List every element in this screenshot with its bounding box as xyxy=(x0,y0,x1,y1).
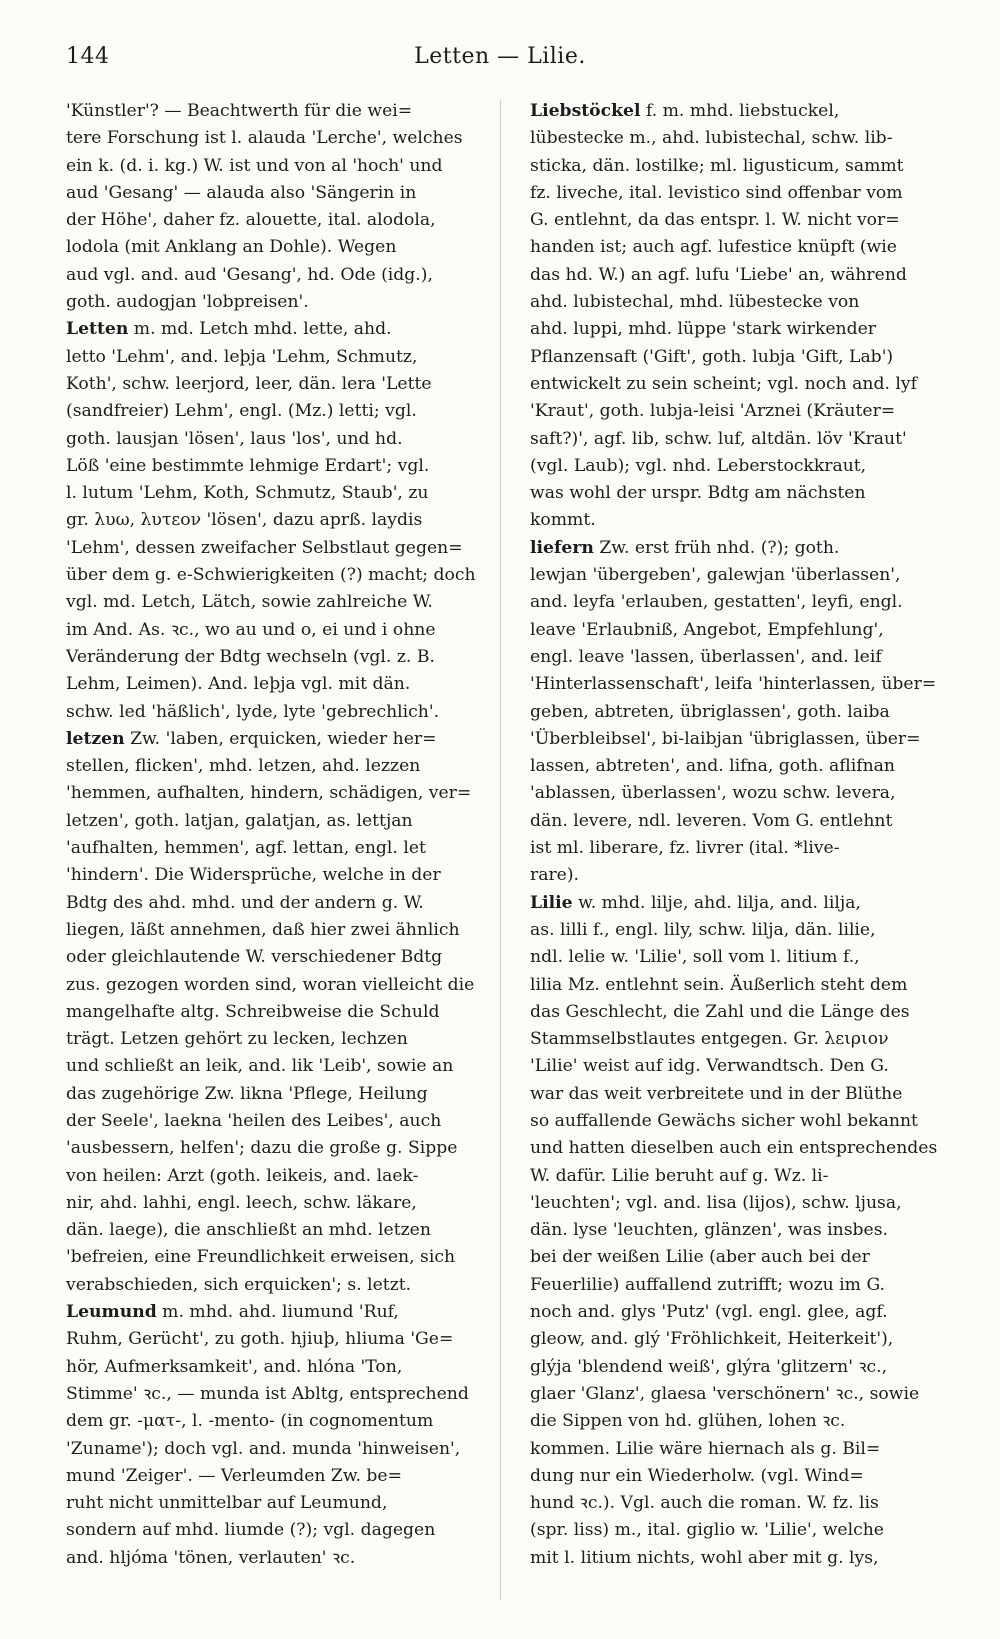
text-line xyxy=(66,671,482,698)
line-text: 'befreien, eine Freundlichkeit erweisen, sich xyxy=(66,1247,456,1268)
text-line xyxy=(530,1135,946,1162)
line-text: (spr. liss) m., ital. giglio w. 'Lilie', welche xyxy=(530,1520,884,1541)
line-text: lassen, abtreten', and. lifna, goth. aflifnan xyxy=(530,756,895,777)
text-line xyxy=(66,1053,482,1080)
text-line xyxy=(530,125,946,152)
text-line xyxy=(66,507,482,534)
text-line xyxy=(66,890,482,917)
text-line xyxy=(530,1517,946,1544)
text-line xyxy=(66,1244,482,1271)
text-line xyxy=(66,944,482,971)
line-text: kommt. xyxy=(530,510,596,531)
text-line xyxy=(66,780,482,807)
text-line xyxy=(66,999,482,1026)
line-text: letzen', goth. latjan, galatjan, as. lettjan xyxy=(66,810,413,831)
text-line xyxy=(66,316,482,343)
text-line xyxy=(66,344,482,371)
line-text: and. hljóma 'tönen, verlauten' ꝛc. xyxy=(66,1547,356,1568)
line-text: aud 'Gesang' — alauda also 'Sängerin in xyxy=(66,182,417,203)
line-text: Koth', schw. leerjord, leer, dän. lera 'Lette xyxy=(66,373,432,394)
text-line xyxy=(530,862,946,889)
text-line xyxy=(530,1081,946,1108)
text-line xyxy=(530,1408,946,1435)
text-line xyxy=(66,1190,482,1217)
line-text: lilia Mz. entlehnt sein. Äußerlich steht dem xyxy=(530,974,908,995)
line-text: goth. audogjan 'lobpreisen'. xyxy=(66,292,309,313)
line-text: über dem g. e-Schwierigkeiten (?) macht; doch xyxy=(66,565,476,586)
entry-headword: Leumund xyxy=(66,1302,157,1323)
text-line xyxy=(66,371,482,398)
text-line xyxy=(530,835,946,862)
line-text: im And. As. ꝛc., wo au und o, ei und i ohne xyxy=(66,619,436,640)
text-line xyxy=(530,426,946,453)
text-line xyxy=(530,917,946,944)
text-line xyxy=(66,125,482,152)
entry-headword: letzen xyxy=(66,728,125,749)
text-line xyxy=(530,535,946,562)
line-text: verabschieden, sich erquicken'; s. letzt. xyxy=(66,1274,412,1295)
line-text: geben, abtreten, übriglassen', goth. laiba xyxy=(530,701,890,722)
text-line xyxy=(66,153,482,180)
line-text: tere Forschung ist l. alauda 'Lerche', welches xyxy=(66,128,463,149)
line-text: mit l. litium nichts, wohl aber mit g. lys, xyxy=(530,1547,879,1568)
line-text: (vgl. Laub); vgl. nhd. Leberstockkraut, xyxy=(530,455,867,476)
text-line xyxy=(530,1053,946,1080)
line-text: w. mhd. lilje, ahd. lilja, and. lilja, xyxy=(572,892,861,913)
text-line xyxy=(66,562,482,589)
text-line xyxy=(66,262,482,289)
line-text: der Seele', laekna 'heilen des Leibes', auch xyxy=(66,1110,442,1131)
text-line xyxy=(66,1463,482,1490)
line-text: gleow, and. glý 'Fröhlichkeit, Heiterkeit'), xyxy=(530,1329,894,1350)
text-line xyxy=(66,453,482,480)
text-line xyxy=(66,917,482,944)
line-text: Zw. erst früh nhd. (?); goth. xyxy=(593,537,840,558)
line-text: as. lilli f., engl. lily, schw. lilja, dän. lilie, xyxy=(530,919,876,940)
line-text: 'Kraut', goth. lubja-leisi 'Arznei (Kräuter= xyxy=(530,401,896,422)
text-line xyxy=(66,699,482,726)
text-line xyxy=(530,453,946,480)
text-line xyxy=(66,426,482,453)
text-line xyxy=(66,835,482,862)
text-line xyxy=(66,1217,482,1244)
text-line xyxy=(530,1026,946,1053)
running-title: Letten — Lilie. xyxy=(414,44,586,69)
line-text: Lehm, Leimen). And. leþja vgl. mit dän. xyxy=(66,674,411,695)
line-text: Pflanzensaft ('Gift', goth. lubja 'Gift, Lab') xyxy=(530,346,894,367)
text-line xyxy=(530,1326,946,1353)
page-header xyxy=(66,44,934,80)
line-text: (sandfreier) Lehm', engl. (Mz.) letti; vgl. xyxy=(66,401,417,422)
line-text: trägt. Letzen gehört zu lecken, lechzen xyxy=(66,1029,408,1050)
line-text: lewjan 'übergeben', galewjan 'überlassen', xyxy=(530,565,901,586)
line-text: war das weit verbreitete und in der Blüthe xyxy=(530,1083,903,1104)
text-line xyxy=(66,753,482,780)
line-text: 'Lilie' weist auf idg. Verwandtsch. Den G. xyxy=(530,1056,889,1077)
line-text: dän. levere, ndl. leveren. Vom G. entlehnt xyxy=(530,810,893,831)
left-column xyxy=(66,98,482,1572)
text-line xyxy=(66,98,482,125)
line-text: m. mhd. ahd. liumund 'Ruf, xyxy=(156,1302,399,1323)
line-text: Stimme' ꝛc., — munda ist Abltg, entsprechend xyxy=(66,1383,469,1404)
line-text: noch and. glys 'Putz' (vgl. engl. glee, agf. xyxy=(530,1302,888,1323)
text-line xyxy=(66,617,482,644)
line-text: Ruhm, Gerücht', zu goth. hjiuþ, hliuma 'Ge= xyxy=(66,1329,454,1350)
line-text: G. entlehnt, da das entspr. l. W. nicht vor= xyxy=(530,210,900,231)
text-line xyxy=(530,1381,946,1408)
line-text: sticka, dän. lostilke; ml. ligusticum, sammt xyxy=(530,155,904,176)
line-text: 'Lehm', dessen zweifacher Selbstlaut gegen= xyxy=(66,537,463,558)
line-text: dän. laege), die anschließt an mhd. letzen xyxy=(66,1220,431,1241)
text-line xyxy=(530,1490,946,1517)
line-text: das Geschlecht, die Zahl und die Länge des xyxy=(530,1001,910,1022)
line-text: die Sippen von hd. glühen, lohen ꝛc. xyxy=(530,1411,846,1432)
line-text: dän. lyse 'leuchten, glänzen', was insbes. xyxy=(530,1220,888,1241)
line-text: 'Zuname'); doch vgl. and. munda 'hinweisen', xyxy=(66,1438,461,1459)
line-text: 'ausbessern, helfen'; dazu die große g. Sippe xyxy=(66,1138,458,1159)
text-line xyxy=(66,862,482,889)
entry-headword: Letten xyxy=(66,319,129,340)
line-text: leave 'Erlaubniß, Angebot, Empfehlung', xyxy=(530,619,884,640)
text-line xyxy=(66,1163,482,1190)
text-line xyxy=(530,180,946,207)
line-text: ist ml. liberare, fz. livrer (ital. *live- xyxy=(530,838,840,859)
text-line xyxy=(530,344,946,371)
text-line xyxy=(530,1436,946,1463)
text-line xyxy=(530,699,946,726)
text-line xyxy=(66,1490,482,1517)
line-text: rare). xyxy=(530,865,580,886)
text-line xyxy=(530,1163,946,1190)
text-line xyxy=(530,1108,946,1135)
line-text: mund 'Zeiger'. — Verleumden Zw. be= xyxy=(66,1465,403,1486)
line-text: lodola (mit Anklang an Dohle). Wegen xyxy=(66,237,397,258)
line-text: 'Überbleibsel', bi-laibjan 'übriglassen, über= xyxy=(530,728,921,749)
text-line xyxy=(530,207,946,234)
text-line xyxy=(530,808,946,835)
text-line xyxy=(66,1299,482,1326)
text-line xyxy=(66,589,482,616)
text-line xyxy=(66,398,482,425)
column-divider xyxy=(500,100,501,1600)
line-text: nir, ahd. lahhi, engl. leech, schw. läkare, xyxy=(66,1192,417,1213)
line-text: letto 'Lehm', and. leþja 'Lehm, Schmutz, xyxy=(66,346,418,367)
text-line xyxy=(66,1354,482,1381)
text-line xyxy=(530,1272,946,1299)
text-line xyxy=(66,234,482,261)
text-line xyxy=(66,289,482,316)
line-text: f. m. mhd. liebstuckel, xyxy=(640,101,840,121)
text-line xyxy=(530,1545,946,1572)
line-text: 'ablassen, überlassen', wozu schw. levera, xyxy=(530,783,896,804)
text-line xyxy=(66,1135,482,1162)
line-text: und schließt an leik, and. lik 'Leib', sowie an xyxy=(66,1056,454,1077)
line-text: 'Hinterlassenschaft', leifa 'hinterlassen, über= xyxy=(530,674,937,695)
line-text: ndl. lelie w. 'Lilie', soll vom l. litium f., xyxy=(530,947,860,968)
line-text: mangelhafte altg. Schreibweise die Schuld xyxy=(66,1001,440,1022)
line-text: Löß 'eine bestimmte lehmige Erdart'; vgl. xyxy=(66,455,430,476)
line-text: m. md. Letch mhd. lette, ahd. xyxy=(128,319,392,340)
text-line xyxy=(66,808,482,835)
line-text: saft?)', agf. lib, schw. luf, altdän. löv 'Kraut' xyxy=(530,428,907,449)
line-text: ruht nicht unmittelbar auf Leumund, xyxy=(66,1493,388,1514)
line-text: liegen, läßt annehmen, daß hier zwei ähnlich xyxy=(66,919,460,940)
line-text: hund ꝛc.). Vgl. auch die roman. W. fz. lis xyxy=(530,1493,879,1514)
line-text: der Höhe', daher fz. alouette, ital. alodola, xyxy=(66,210,436,231)
line-text: das hd. W.) an agf. lufu 'Liebe' an, während xyxy=(530,264,907,285)
text-line xyxy=(530,617,946,644)
text-line xyxy=(530,999,946,1026)
line-text: aud vgl. and. aud 'Gesang', hd. Ode (idg.), xyxy=(66,264,433,285)
text-line xyxy=(66,207,482,234)
line-text: ahd. lubistechal, mhd. lübestecke von xyxy=(530,292,860,313)
text-line xyxy=(530,1354,946,1381)
line-text: Zw. 'laben, erquicken, wieder her= xyxy=(124,728,437,749)
text-line xyxy=(66,644,482,671)
text-line xyxy=(530,644,946,671)
text-line xyxy=(66,1081,482,1108)
text-line xyxy=(66,180,482,207)
text-line xyxy=(530,780,946,807)
text-line xyxy=(530,1244,946,1271)
text-line xyxy=(530,726,946,753)
text-line xyxy=(530,671,946,698)
line-text: 'aufhalten, hemmen', agf. lettan, engl. let xyxy=(66,838,426,859)
line-text: was wohl der urspr. Bdtg am nächsten xyxy=(530,483,866,504)
line-text: goth. lausjan 'lösen', laus 'los', und hd. xyxy=(66,428,403,449)
text-line xyxy=(530,289,946,316)
line-text: von heilen: Arzt (goth. leikeis, and. laek- xyxy=(66,1165,419,1186)
line-text: hör, Aufmerksamkeit', and. hlóna 'Ton, xyxy=(66,1356,403,1377)
text-line xyxy=(530,234,946,261)
entry-headword: liefern xyxy=(530,537,594,558)
line-text: stellen, flicken', mhd. letzen, ahd. lezzen xyxy=(66,756,421,777)
right-column xyxy=(530,98,946,1572)
text-line xyxy=(530,153,946,180)
text-line xyxy=(530,262,946,289)
line-text: Stammselbstlautes entgegen. Gr. λειριον xyxy=(530,1029,889,1050)
line-text: fz. liveche, ital. levistico sind offenbar vom xyxy=(530,182,903,203)
line-text: handen ist; auch agf. lufestice knüpft (wie xyxy=(530,237,897,258)
line-text: schw. led 'häßlich', lyde, lyte 'gebrechlich'. xyxy=(66,701,440,722)
page-number: 144 xyxy=(66,44,110,69)
line-text: and. leyfa 'erlauben, gestatten', leyfi, engl. xyxy=(530,592,903,613)
line-text: das zugehörige Zw. likna 'Pflege, Heilung xyxy=(66,1083,428,1104)
line-text: ahd. luppi, mhd. lüppe 'stark wirkender xyxy=(530,319,877,340)
line-text: sondern auf mhd. liumde (?); vgl. dagegen xyxy=(66,1520,436,1541)
text-line xyxy=(530,1190,946,1217)
text-line xyxy=(530,753,946,780)
text-line xyxy=(530,507,946,534)
line-text: oder gleichlautende W. verschiedener Bdtg xyxy=(66,947,443,968)
line-text: 'hemmen, aufhalten, hindern, schädigen, ver= xyxy=(66,783,472,804)
text-line xyxy=(66,480,482,507)
line-text: l. lutum 'Lehm, Koth, Schmutz, Staub', zu xyxy=(66,483,429,504)
text-line xyxy=(530,480,946,507)
text-line xyxy=(530,972,946,999)
line-text: 'hindern'. Die Widersprüche, welche in der xyxy=(66,865,441,886)
line-text: Bdtg des ahd. mhd. und der andern g. W. xyxy=(66,892,424,913)
line-text: glýja 'blendend weiß', glýra 'glitzern' ꝛc., xyxy=(530,1356,888,1377)
text-line xyxy=(530,1217,946,1244)
line-text: Feuerlilie) auffallend zutrifft; wozu im G. xyxy=(530,1274,886,1295)
text-line xyxy=(530,371,946,398)
text-line xyxy=(66,1272,482,1299)
line-text: zus. gezogen worden sind, woran vielleicht die xyxy=(66,974,475,995)
line-text: W. dafür. Lilie beruht auf g. Wz. li- xyxy=(530,1165,829,1186)
line-text: 'leuchten'; vgl. and. lisa (lijos), schw. ljusa, xyxy=(530,1192,902,1213)
line-text: Veränderung der Bdtg wechseln (vgl. z. B. xyxy=(66,646,435,667)
text-line xyxy=(66,535,482,562)
line-text: glaer 'Glanz', glaesa 'verschönern' ꝛc., sowie xyxy=(530,1383,920,1404)
line-text: entwickelt zu sein scheint; vgl. noch and. lyf xyxy=(530,373,917,394)
line-text: und hatten dieselben auch ein entsprechendes xyxy=(530,1138,938,1159)
text-line xyxy=(66,1381,482,1408)
line-text: dem gr. -ματ-, l. -mento- (in cognomentum xyxy=(66,1411,434,1432)
text-line xyxy=(530,1463,946,1490)
text-line xyxy=(66,726,482,753)
text-line xyxy=(66,1408,482,1435)
text-line xyxy=(530,944,946,971)
text-line xyxy=(530,890,946,917)
line-text: 'Künstler'? — Beachtwerth für die wei= xyxy=(66,101,413,121)
text-line xyxy=(66,1026,482,1053)
line-text: bei der weißen Lilie (aber auch bei der xyxy=(530,1247,870,1268)
text-line xyxy=(66,1517,482,1544)
entry-headword: Liebstöckel xyxy=(530,101,641,121)
text-line xyxy=(530,562,946,589)
line-text: vgl. md. Letch, Lätch, sowie zahlreiche W. xyxy=(66,592,433,613)
text-line xyxy=(66,1108,482,1135)
line-text: ein k. (d. i. kg.) W. ist und von al 'hoch' und xyxy=(66,155,443,176)
line-text: kommen. Lilie wäre hiernach als g. Bil= xyxy=(530,1438,881,1459)
text-line xyxy=(530,98,946,125)
line-text: dung nur ein Wiederholw. (vgl. Wind= xyxy=(530,1465,864,1486)
text-line xyxy=(66,1436,482,1463)
text-line xyxy=(530,1299,946,1326)
text-line xyxy=(66,1545,482,1572)
text-line xyxy=(66,1326,482,1353)
entry-headword: Lilie xyxy=(530,892,573,913)
text-line xyxy=(530,589,946,616)
line-text: so auffallende Gewächs sicher wohl bekannt xyxy=(530,1110,918,1131)
text-line xyxy=(530,398,946,425)
text-line xyxy=(66,972,482,999)
line-text: engl. leave 'lassen, überlassen', and. leif xyxy=(530,646,882,667)
line-text: gr. λυω, λυτεον 'lösen', dazu aprß. laydis xyxy=(66,510,423,531)
text-line xyxy=(530,316,946,343)
line-text: lübestecke m., ahd. lubistechal, schw. lib- xyxy=(530,128,893,149)
